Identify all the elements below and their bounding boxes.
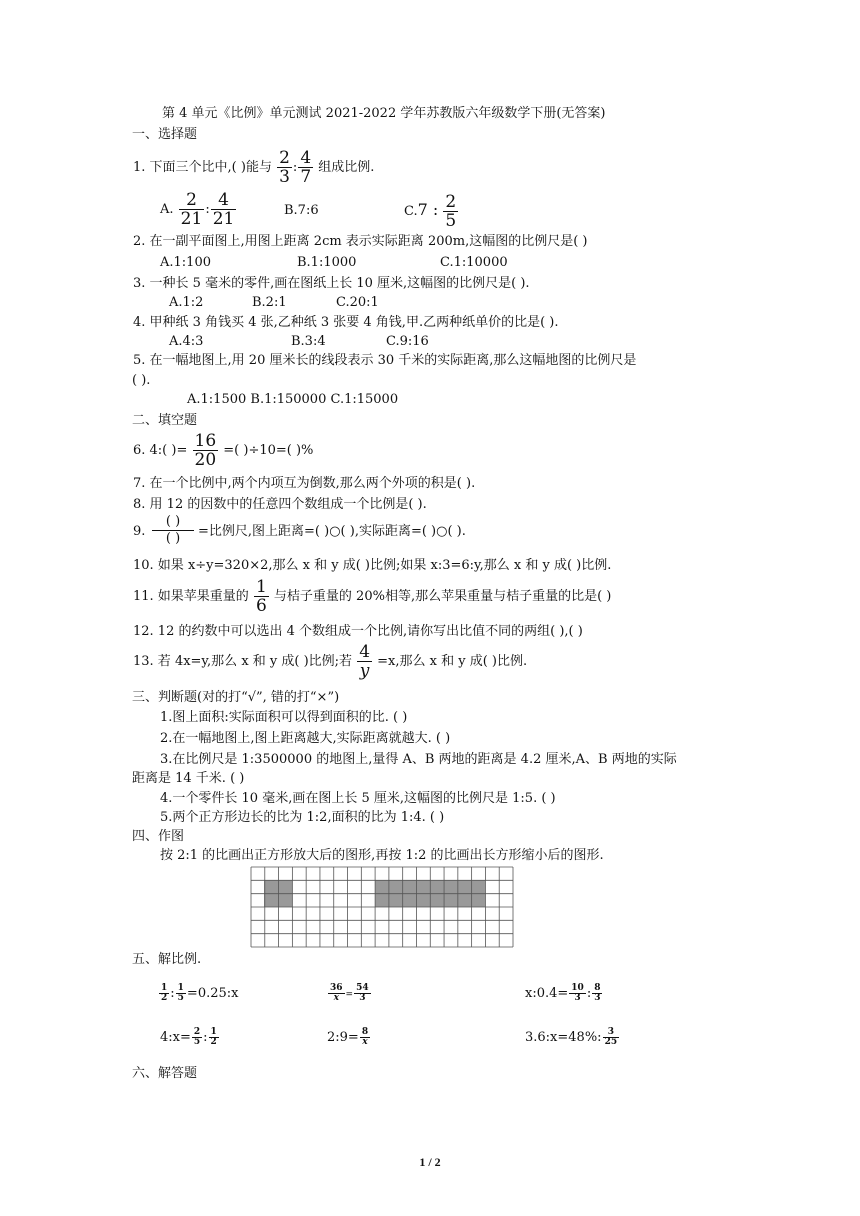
judge-item-1: 1.图上面积:实际面积可以得到面积的比. ( ) xyxy=(160,710,408,725)
q5-options: A.1:1500 B.1:150000 C.1:15000 xyxy=(187,392,399,407)
judge-item-3: 3.在比例尺是 1:3500000 的地图上,量得 A、B 两地的距离是 4.2 厘米,A、B 两地的实际 xyxy=(160,752,677,767)
question-8: 8. 用 12 的因数中的任意四个数组成一个比例是( ). xyxy=(133,497,427,512)
judge-item-3-cont: 距离是 14 千米. ( ) xyxy=(132,771,245,786)
draw-instruction: 按 2:1 的比画出正方形放大后的图形,再按 1:2 的比画出长方形缩小后的图形. xyxy=(160,848,604,863)
q1-option-c: C.7 : $\frac{2}{5}$ xyxy=(404,192,457,231)
q2-option-b: B.1:1000 xyxy=(297,255,357,270)
section-heading-choice: 一、选择题 xyxy=(132,127,198,142)
q1-fraction-1: $\frac{2}{3}$ xyxy=(279,148,290,187)
q4-option-c: C.9:16 xyxy=(386,334,429,349)
question-5-cont: ( ). xyxy=(132,373,151,388)
section-heading-draw: 四、作图 xyxy=(132,829,185,844)
section-heading-answer: 六、解答题 xyxy=(132,1066,198,1081)
judge-item-4: 4.一个零件长 10 毫米,画在图上长 5 厘米,这幅图的比例尺是 1:5. ( ) xyxy=(160,791,556,806)
question-6: 6. 4:( )= $\frac{16}{20}$ =( )÷10=( )% xyxy=(133,431,314,470)
judge-item-2: 2.在一幅地图上,图上距离越大,实际距离就越大. ( ) xyxy=(160,731,451,746)
question-9-num: 9. xyxy=(133,524,146,539)
q1-text-end: 组成比例. xyxy=(318,160,375,175)
question-4: 4. 甲种纸 3 角钱买 4 张,乙种纸 3 张要 4 角钱,甲.乙两种纸单价的比是( ). xyxy=(133,315,559,330)
question-10: 10. 如果 x÷y=320×2,那么 x 和 y 成( )比例;如果 x:3=6:y,那么 x 和 y 成( )比例. xyxy=(133,558,612,573)
q1-option-a: A. $\frac{2}{21}$ : $\frac{4}{21}$ xyxy=(160,190,235,229)
q2-option-a: A.1:100 xyxy=(160,255,211,270)
equation-6: 3.6:x=48%: $\frac{3}{25}$ xyxy=(525,1027,618,1047)
q9-fraction: ( ) ( ) xyxy=(152,514,194,547)
equation-5: 2:9= $\frac{8}{x}$ xyxy=(327,1027,369,1047)
judge-item-5: 5.两个正方形边长的比为 1:2,面积的比为 1:4. ( ) xyxy=(160,810,445,825)
q1-text: 1. 下面三个比中,( )能与 xyxy=(133,160,272,175)
question-11: 11. 如果苹果重量的 $\frac{1}{6}$ 与桔子重量的 20%相等,那么苹果重量与桔子重量的比是( ) xyxy=(133,577,612,616)
section-heading-fill: 二、填空题 xyxy=(132,413,198,428)
question-1: 1. 下面三个比中,( )能与 $\frac{2}{3}$ : $\frac{4}{7}$ 组成比例. xyxy=(133,148,375,187)
q1-option-b: B.7:6 xyxy=(284,203,319,218)
question-2: 2. 在一副平面图上,用图上距离 2cm 表示实际距离 200m,这幅图的比例尺是( ) xyxy=(133,234,588,249)
question-3: 3. 一种长 5 毫米的零件,画在图纸上长 10 厘米,这幅图的比例尺是( ). xyxy=(133,276,530,291)
equation-2: $\frac{36}{x}$ = $\frac{54}{3}$ xyxy=(330,983,369,1003)
q4-option-b: B.3:4 xyxy=(291,334,326,349)
q3-option-c: C.20:1 xyxy=(336,295,379,310)
question-9: =比例尺,图上距离=( )○( ),实际距离=( )○( ). xyxy=(198,524,466,539)
section-heading-judge: 三、判断题(对的打“√”, 错的打“×”) xyxy=(132,690,340,705)
q1-fraction-2: $\frac{4}{7}$ xyxy=(300,148,312,187)
drawing-grid xyxy=(250,866,514,948)
q3-option-a: A.1:2 xyxy=(169,295,204,310)
section-heading-solve: 五、解比例. xyxy=(132,952,202,967)
equation-1: $\frac{1}{2}$ : $\frac{1}{5}$ =0.25:x xyxy=(161,983,239,1003)
question-13: 13. 若 4x=y,那么 x 和 y 成( )比例;若 $\frac{4}{y}$ =x,那么 x 和 y 成( )比例. xyxy=(133,642,528,681)
question-7: 7. 在一个比例中,两个内项互为倒数,那么两个外项的积是( ). xyxy=(133,476,476,491)
page-number: 1 / 2 xyxy=(419,1155,441,1169)
equation-3: x:0.4= $\frac{10}{3}$ : $\frac{8}{3}$ xyxy=(525,983,601,1003)
q3-option-b: B.2:1 xyxy=(252,295,287,310)
q2-option-c: C.1:10000 xyxy=(440,255,508,270)
q4-option-a: A.4:3 xyxy=(169,334,204,349)
document-title: 第 4 单元《比例》单元测试 2021-2022 学年苏教版六年级数学下册(无答案) xyxy=(162,106,606,121)
equation-4: 4:x= $\frac{2}{5}$ : $\frac{1}{2}$ xyxy=(160,1027,217,1047)
question-5: 5. 在一幅地图上,用 20 厘米长的线段表示 30 千米的实际距离,那么这幅地图的比例尺是 xyxy=(133,353,637,368)
question-12: 12. 12 的约数中可以选出 4 个数组成一个比例,请你写出比值不同的两组( ),( ) xyxy=(133,624,583,639)
